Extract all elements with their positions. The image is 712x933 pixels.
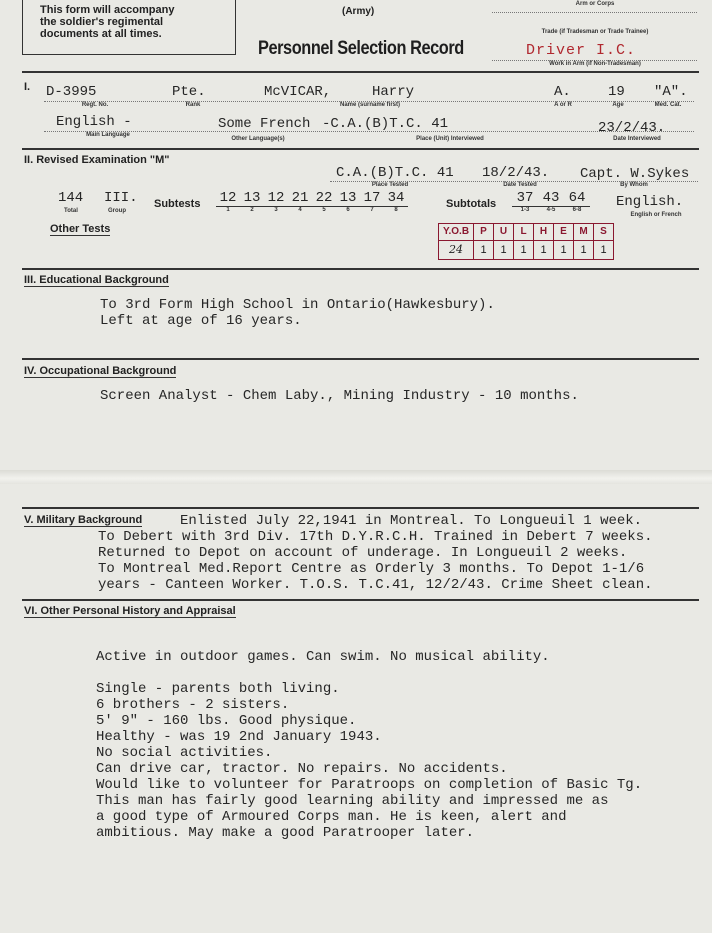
history-line: a good type of Armoured Corps man. He is keen, alert and: [96, 809, 567, 825]
rule-2: [22, 268, 699, 270]
subtest: 17 7: [360, 190, 384, 213]
pulhems-head-cell: E: [554, 223, 574, 241]
med-cat-label: Med. Cat.: [654, 102, 682, 108]
total-label: Total: [64, 208, 78, 214]
test-language: English.: [616, 194, 684, 210]
a-or-r-label: A or R: [554, 102, 572, 108]
military-line-4: To Montreal Med.Report Centre as Orderly 3 months. To Depot 1-1/6: [98, 561, 645, 577]
subtotals-label: Subtotals: [446, 198, 497, 210]
other-language-label: Other Language(s): [231, 136, 285, 142]
pulhems-grid: [438, 223, 614, 260]
subtest: 22 5: [312, 190, 336, 213]
rank-label: Rank: [185, 102, 201, 108]
regt-no-label: Regt. No.: [81, 102, 109, 108]
arm-or-corps-label: Arm or Corps: [575, 1, 615, 7]
place-tested: C.A.(B)T.C. 41: [336, 165, 454, 181]
main-language-label: Main Language: [86, 132, 130, 138]
pulhems-head-cell: L: [514, 223, 534, 241]
place-interviewed-label: Place (Unit) Interviewed: [416, 136, 484, 142]
history-line: This man has fairly good learning ability and impressed me as: [96, 793, 609, 809]
date-interviewed-label: Date Interviewed: [613, 136, 661, 142]
regt-no: D-3995: [46, 84, 97, 100]
military-line-1: Enlisted July 22,1941 in Montreal. To Longueuil 1 week.: [180, 513, 643, 529]
pulhems-header-row: [438, 223, 614, 241]
history-line: Active in outdoor games. Can swim. No musical ability.: [96, 649, 550, 665]
pulhems-value-cell: 1: [594, 241, 614, 260]
military-line-3: Returned to Depot on account of underage. In Longueuil 2 weeks.: [98, 545, 628, 561]
subtest: 34 8: [384, 190, 408, 213]
page-title: Personnel Selection Record: [258, 38, 464, 59]
place-tested-label: Place Tested: [371, 182, 409, 188]
army-label: (Army): [342, 6, 375, 17]
age-label: Age: [612, 102, 624, 108]
subtests-label: Subtests: [154, 198, 201, 210]
rule-top: [22, 71, 699, 73]
main-language: English -: [56, 114, 132, 130]
history-line: [96, 665, 642, 681]
history-line: Healthy - was 19 2nd January 1943.: [96, 729, 382, 745]
history-line: 5' 9" - 160 lbs. Good physique.: [96, 713, 357, 729]
section-2-heading: II. Revised Examination "M": [24, 154, 170, 166]
rule-5: [22, 599, 699, 601]
personal-history: [96, 649, 642, 841]
total-score: 144: [58, 190, 84, 206]
tested-by: Capt. W.Sykes: [580, 166, 690, 182]
other-tests-label: Other Tests: [50, 223, 111, 235]
rule-1: [22, 148, 699, 150]
history-line: Single - parents both living.: [96, 681, 340, 697]
subtest: 21 4: [288, 190, 312, 213]
group: III.: [104, 190, 138, 206]
med-cat: "A".: [654, 84, 688, 100]
pulhems-head-cell: H: [534, 223, 554, 241]
line-1a: [44, 101, 694, 102]
rank: Pte.: [172, 84, 206, 100]
occupation-line-1: Screen Analyst - Chem Laby., Mining Industry - 10 months.: [100, 388, 579, 404]
pulhems-head-cell: Y.O.B: [438, 223, 474, 241]
date-tested: 18/2/43.: [482, 165, 550, 181]
subtests-row: [216, 190, 408, 213]
pulhems-head-cell: P: [474, 223, 494, 241]
fold-crease: [0, 470, 712, 484]
education-line-2: Left at age of 16 years.: [100, 313, 302, 329]
name-label: Name (surname first): [339, 102, 401, 108]
notice-line-3: documents at all times.: [40, 28, 162, 40]
subtotal: 64 6-8: [564, 190, 590, 213]
subtotals-row: [512, 190, 590, 213]
subtest: 13 2: [240, 190, 264, 213]
pulhems-head-cell: U: [494, 223, 514, 241]
line-2a: [330, 181, 698, 182]
place-interviewed: -C.A.(B)T.C. 41: [322, 116, 449, 132]
subtotal: 37 1-3: [512, 190, 538, 213]
line-1b: [44, 131, 694, 132]
pulhems-value-cell: 24: [438, 241, 474, 260]
first-name: Harry: [372, 84, 415, 100]
pulhems-head-cell: M: [574, 223, 594, 241]
military-line-2: To Debert with 3rd Div. 17th D.Y.R.C.H. Trained in Debert 7 weeks.: [98, 529, 653, 545]
history-line: 6 brothers - 2 sisters.: [96, 697, 290, 713]
military-line-5: years - Canteen Worker. T.O.S. T.C.41, 12/2/43. Crime Sheet clean.: [98, 577, 653, 593]
subtest: 12 1: [216, 190, 240, 213]
trade-label: Trade (if Tradesman or Trade Trainee): [541, 29, 649, 35]
pulhems-value-cell: 1: [554, 241, 574, 260]
date-interviewed: 23/2/43.: [598, 120, 666, 136]
tested-by-label: By Whom: [620, 182, 648, 188]
history-line: No social activities.: [96, 745, 273, 761]
age: 19: [608, 84, 625, 100]
arm-line: [492, 12, 697, 13]
notice-line-1: This form will accompany: [40, 4, 175, 16]
pulhems-head-cell: S: [594, 223, 614, 241]
section-6-heading: VI. Other Personal History and Appraisal: [24, 605, 236, 617]
other-language: Some French: [218, 116, 311, 132]
history-line: Would like to volunteer for Paratroops on completion of Basic Tg.: [96, 777, 643, 793]
notice-line-2: the soldier's regimental: [40, 16, 164, 28]
history-line: ambitious. May make a good Paratrooper later.: [96, 825, 475, 841]
pulhems-value-cell: 1: [534, 241, 554, 260]
subtest: 12 3: [264, 190, 288, 213]
section-1-number: I.: [24, 81, 31, 93]
pulhems-value-cell: 1: [514, 241, 534, 260]
section-3-heading: III. Educational Background: [24, 274, 169, 286]
subtest: 13 6: [336, 190, 360, 213]
date-tested-label: Date Tested: [503, 182, 537, 188]
subtotal: 43 4-5: [538, 190, 564, 213]
section-4-heading: IV. Occupational Background: [24, 365, 177, 377]
history-line: Can drive car, tractor. No repairs. No accidents.: [96, 761, 508, 777]
pulhems-value-row: [438, 241, 614, 260]
notice-text: [40, 4, 174, 40]
rule-4: [22, 507, 699, 509]
rule-3: [22, 358, 699, 360]
pulhems-value-cell: 1: [494, 241, 514, 260]
surname: McVICAR,: [264, 84, 332, 100]
group-label: Group: [108, 208, 126, 214]
section-5-heading: V. Military Background: [24, 514, 143, 526]
a-or-r: A.: [554, 84, 571, 100]
education-line-1: To 3rd Form High School in Ontario(Hawkesbury).: [100, 297, 495, 313]
pulhems-value-cell: 1: [474, 241, 494, 260]
work-label: Work in Arm (if Non-Tradesman): [549, 61, 641, 67]
test-language-label: English or French: [630, 212, 682, 218]
pulhems-value-cell: 1: [574, 241, 594, 260]
trade-value: Driver I.C.: [526, 42, 637, 59]
